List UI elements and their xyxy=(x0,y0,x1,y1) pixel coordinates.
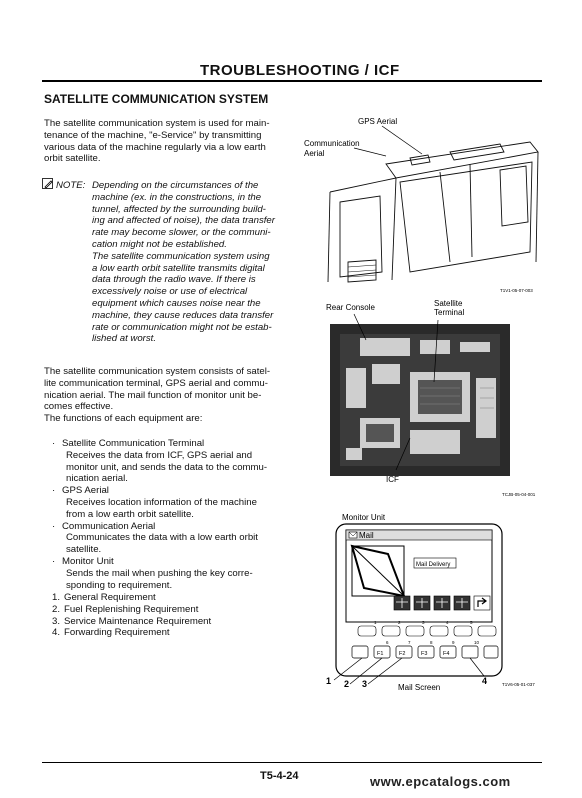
list-key xyxy=(462,646,478,658)
note-line: The satellite communication system using xyxy=(92,250,270,262)
monitor-unit-label: Monitor Unit xyxy=(342,513,386,522)
bullet: · xyxy=(52,520,56,532)
watermark: www.epcatalogs.com xyxy=(370,774,511,789)
menu-key xyxy=(352,646,368,658)
communication-aerial-label-1: Communication xyxy=(304,139,360,148)
mail-option-icons xyxy=(394,596,490,610)
consists-line: The functions of each equipment are: xyxy=(44,413,203,425)
key-number: 6 xyxy=(386,640,389,645)
equipment-name: GPS Aerial xyxy=(62,485,109,497)
key-number: 8 xyxy=(430,640,433,645)
req-num: 2. xyxy=(52,603,61,615)
page-number: T5-4-24 xyxy=(260,770,299,782)
note-line: machine (ex. in the constructions, in the xyxy=(92,191,262,203)
equipment-desc: from a low earth orbit satellite. xyxy=(66,508,194,520)
satellite-terminal-label-2: Terminal xyxy=(434,308,465,317)
figure3-code: T1V6-05-01-037 xyxy=(502,682,535,687)
req-text: General Requirement xyxy=(64,592,156,603)
rear-console-label: Rear Console xyxy=(326,303,375,312)
pencil-icon xyxy=(42,178,54,190)
consists-line: lite communication terminal, GPS aerial and commu- xyxy=(44,377,268,389)
intro-paragraph xyxy=(44,118,282,165)
note-label: NOTE: xyxy=(56,180,86,191)
intro-line: various data of the machine regularly via a low earth xyxy=(44,141,266,153)
page-header-title: TROUBLESHOOTING / ICF xyxy=(200,62,400,79)
equipment-name: Monitor Unit xyxy=(62,555,114,567)
mail-header: Mail xyxy=(359,531,374,540)
requirements-list xyxy=(52,592,282,639)
note-line: a low earth orbit satellite transmits digital xyxy=(92,262,265,274)
requirement-item xyxy=(52,616,282,628)
bullet: · xyxy=(52,485,56,497)
icf-label: ICF xyxy=(386,475,399,484)
consists-paragraph xyxy=(44,366,282,425)
monitor-unit-figure xyxy=(322,512,542,696)
equipment-item xyxy=(52,485,282,520)
intro-line: orbit satellite. xyxy=(44,153,101,165)
equipment-desc: monitor unit, and sends the data to the commu- xyxy=(66,461,268,473)
note-line: equipment which causes noise near the xyxy=(92,297,261,309)
mail-delivery-label: Mail Delivery xyxy=(416,562,451,568)
rear-console-figure xyxy=(300,298,542,504)
equipment-name: Satellite Communication Terminal xyxy=(62,438,205,449)
requirement-item xyxy=(52,604,282,616)
equipment-item xyxy=(52,556,282,591)
bullet: · xyxy=(52,438,56,449)
footer-rule xyxy=(42,762,542,763)
consists-line: nication aerial. The mail function of monitor unit be- xyxy=(44,389,262,401)
key-number: 10 xyxy=(474,640,480,645)
figure1-code: T1V1-05-07-003 xyxy=(500,288,533,293)
f-key-label: F1 xyxy=(377,651,384,657)
equipment-desc: Sends the mail when pushing the key corre- xyxy=(66,567,253,579)
communication-aerial-label-2: Aerial xyxy=(304,149,325,158)
key-number: 2 xyxy=(398,620,401,625)
req-text: Fuel Replenishing Requirement xyxy=(64,603,199,615)
equipment-name: Communication Aerial xyxy=(62,520,156,532)
equipment-desc: Receives location information of the machine xyxy=(66,496,257,508)
mail-screen-caption: Mail Screen xyxy=(398,683,441,692)
note-body xyxy=(92,180,282,345)
note-line: data through the radio wave. If there is xyxy=(92,274,256,286)
key-number: 9 xyxy=(452,640,455,645)
equipment-desc: Communicates the data with a low earth orbit xyxy=(66,532,258,544)
equipment-desc: sponding to requirement. xyxy=(66,579,173,591)
note-line: ing and affected of noise), the data transfer xyxy=(92,215,275,227)
req-text: Service Maintenance Requirement xyxy=(64,615,212,627)
note-line: lished at worst. xyxy=(92,333,156,345)
equipment-item xyxy=(52,438,282,485)
intro-line: The satellite communication system is used for main- xyxy=(44,118,270,129)
note-line: tunnel, affected by the surrounding build- xyxy=(92,203,266,215)
note-line: excessively noise or use of electrical xyxy=(92,286,248,298)
equipment-item xyxy=(52,521,282,556)
bullet: · xyxy=(52,555,56,567)
gps-aerial-label: GPS Aerial xyxy=(358,117,398,126)
f-key-label: F4 xyxy=(443,651,450,657)
cab-aerials-figure xyxy=(300,112,542,296)
f-key-label: F3 xyxy=(421,651,428,657)
callout-3: 3 xyxy=(362,679,368,689)
back-key xyxy=(484,646,498,658)
key-number: 5 xyxy=(470,620,473,625)
note-line: cation might not be established. xyxy=(92,238,227,250)
requirement-item xyxy=(52,592,282,604)
note-line: rate or communication might not be estab- xyxy=(92,321,272,333)
satellite-terminal-label-1: Satellite xyxy=(434,299,463,308)
consists-line: The satellite communication system consists of satel- xyxy=(44,366,271,377)
key-number: 7 xyxy=(408,640,411,645)
section-title: SATELLITE COMMUNICATION SYSTEM xyxy=(44,92,269,106)
key-number: 1 xyxy=(374,620,377,625)
req-num: 3. xyxy=(52,615,61,627)
key-number: 3 xyxy=(422,620,425,625)
equipment-desc: satellite. xyxy=(66,544,102,556)
header-rule xyxy=(42,80,542,82)
note-line: rate may become slower, or the communi- xyxy=(92,227,271,239)
note-line: Depending on the circumstances of the xyxy=(92,180,259,191)
requirement-item xyxy=(52,627,282,639)
f-key-label: F2 xyxy=(399,651,406,657)
key-number: 4 xyxy=(446,620,449,625)
consists-line: comes effective. xyxy=(44,401,114,413)
equipment-desc: Receives the data from ICF, GPS aerial and xyxy=(66,449,253,461)
figure2-code: TCJB-05-04-001 xyxy=(502,492,536,497)
equipment-desc: nication aerial. xyxy=(66,473,128,485)
intro-line: tenance of the machine, "e-Service" by transmitting xyxy=(44,129,262,141)
callout-4: 4 xyxy=(482,676,488,686)
req-num: 1. xyxy=(52,592,61,603)
equipment-list xyxy=(52,438,282,591)
note-line: machine, they cause reduces data transfer xyxy=(92,309,274,321)
callout-2: 2 xyxy=(344,679,350,689)
req-num: 4. xyxy=(52,627,61,639)
req-text: Forwarding Requirement xyxy=(64,627,170,639)
callout-1: 1 xyxy=(326,676,332,686)
